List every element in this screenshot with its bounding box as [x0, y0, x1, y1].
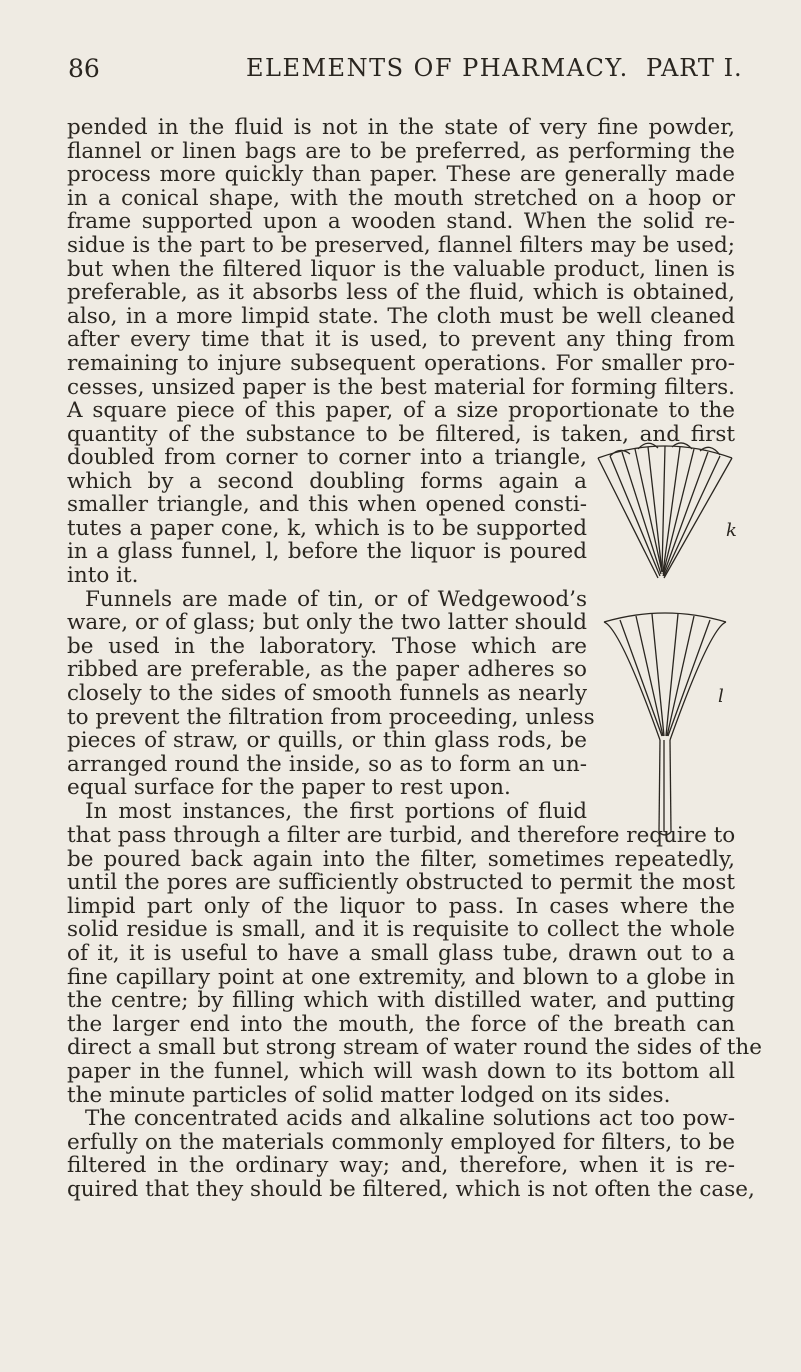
text-line: limpid part only of the liquor to pass. In cases where the	[67, 893, 735, 919]
text-line: preferable, as it absorbs less of the fluid, which is obtained,	[67, 280, 735, 306]
text-line: direct a small but strong stream of water round the sides of the	[67, 1035, 762, 1061]
paragraph-top	[67, 116, 735, 446]
running-header	[0, 54, 801, 88]
text-line: which by a second doubling forms again a	[67, 468, 587, 494]
running-title: ELEMENTS OF PHARMACY.	[246, 54, 629, 82]
text-line: but when the filtered liquor is the valuable product, linen is	[67, 256, 735, 282]
text-line: ware, or of glass; but only the two latter should	[67, 610, 587, 636]
text-line: the minute particles of solid matter lodged on its sides.	[67, 1082, 671, 1108]
text-line: solid residue is small, and it is requisite to collect the whole	[67, 917, 735, 943]
figure-label-k: k	[726, 520, 737, 541]
text-line: Funnels are made of tin, or of Wedgewood’s	[85, 586, 587, 612]
text-line: ribbed are preferable, as the paper adheres so	[67, 657, 587, 683]
text-line: until the pores are sufficiently obstructed to permit the most	[67, 870, 735, 896]
text-line: after every time that it is used, to prevent any thing from	[67, 327, 735, 353]
text-line: quired that they should be filtered, which is not often the case,	[67, 1176, 755, 1202]
text-line: filtered in the ordinary way; and, therefore, when it is re-	[67, 1153, 735, 1179]
text-line: closely to the sides of smooth funnels as nearly	[67, 680, 587, 706]
text-line: In most instances, the first portions of fluid	[85, 798, 587, 824]
text-line: be poured back again into the filter, sometimes repeatedly,	[67, 846, 735, 872]
text-line: flannel or linen bags are to be preferred, as performing the	[67, 138, 735, 164]
glass-funnel-l	[604, 613, 726, 835]
text-line: The concentrated acids and alkaline solutions act too pow-	[85, 1106, 735, 1132]
text-line: to prevent the filtration from proceeding, unless	[67, 704, 595, 730]
filter-funnel-figure	[590, 440, 740, 840]
funnel-illustration	[590, 440, 740, 840]
text-line: pended in the fluid is not in the state of very fine powder,	[67, 115, 735, 140]
text-line: in a glass funnel, l, before the liquor is poured	[67, 539, 587, 565]
text-line: doubled from corner to corner into a triangle,	[67, 445, 587, 470]
text-line: be used in the laboratory. Those which are	[67, 633, 587, 659]
text-line: process more quickly than paper. These are generally made	[67, 162, 735, 188]
text-line: in a conical shape, with the mouth stretched on a hoop or	[67, 185, 735, 211]
text-line: frame supported upon a wooden stand. When the solid re-	[67, 209, 735, 235]
text-line: paper in the funnel, which will wash down to its bottom all	[67, 1058, 735, 1084]
text-line: tutes a paper cone, k, which is to be supported	[67, 515, 587, 541]
text-line: erfully on the materials commonly employed for filters, to be	[67, 1129, 735, 1155]
text-line: equal surface for the paper to rest upon.	[67, 775, 511, 801]
text-line: pieces of straw, or quills, or thin glass rods, be	[67, 728, 587, 754]
text-line: the larger end into the mouth, the force of the breath can	[67, 1011, 735, 1037]
text-line: quantity of the substance to be filtered, is taken, and first	[67, 421, 735, 447]
text-line: fine capillary point at one extremity, and blown to a globe in	[67, 964, 735, 990]
text-line: arranged round the inside, so as to form an un-	[67, 751, 587, 777]
text-line: the centre; by filling which with distilled water, and putting	[67, 988, 735, 1014]
text-line: that pass through a filter are turbid, and therefore require to	[67, 823, 736, 848]
text-line: A square piece of this paper, of a size proportionate to the	[67, 398, 735, 424]
paragraph-bottom	[67, 823, 762, 1202]
text-line: into it.	[67, 562, 139, 588]
figure-label-l: l	[718, 686, 724, 707]
text-line: cesses, unsized paper is the best material for forming filters.	[67, 374, 735, 400]
text-line: of it, it is useful to have a small glass tube, drawn out to a	[67, 940, 735, 966]
text-line: sidue is the part to be preserved, flannel filters may be used;	[67, 232, 735, 258]
part-label: PART I.	[646, 54, 743, 82]
text-line: remaining to injure subsequent operations. For smaller pro-	[67, 350, 735, 376]
paper-cone-k	[598, 443, 732, 578]
text-line: smaller triangle, and this when opened consti-	[67, 492, 587, 518]
page-number: 86	[68, 54, 100, 83]
text-line: also, in a more limpid state. The cloth must be well cleaned	[67, 303, 735, 329]
